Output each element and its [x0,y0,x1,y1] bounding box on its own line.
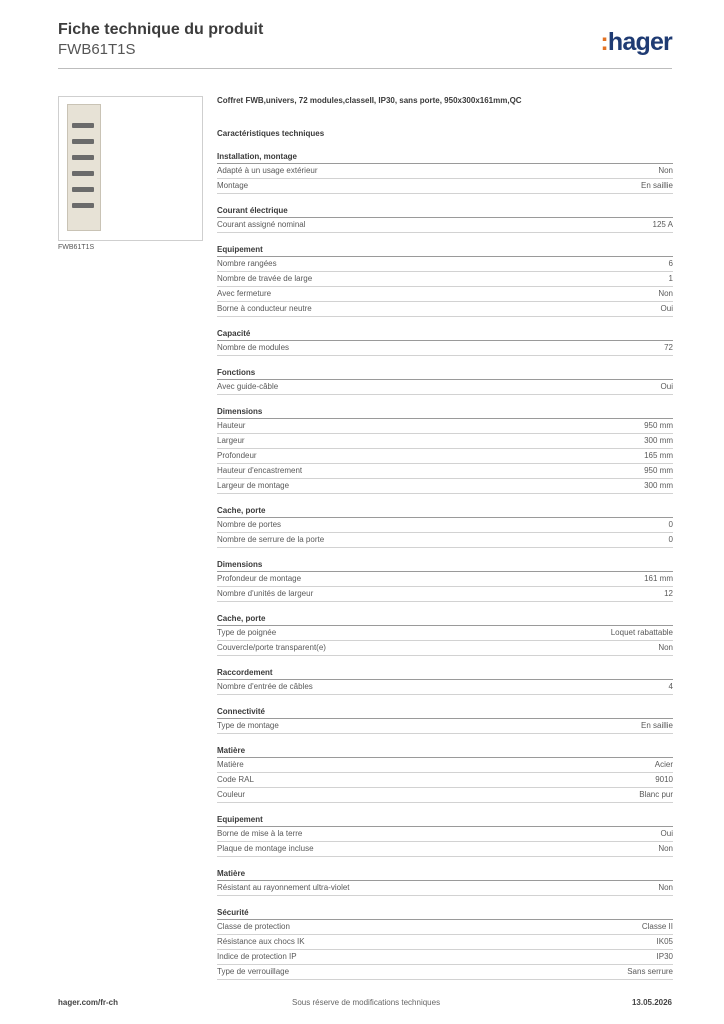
spec-section [217,243,673,317]
spec-value: 1 [668,274,673,283]
spec-section [217,906,673,980]
spec-label: Couleur [217,790,246,799]
spec-row [217,587,673,602]
spec-value: Acier [654,760,673,769]
section-title: Dimensions [217,558,673,572]
spec-value: Non [658,883,673,892]
spec-section [217,150,673,194]
spec-value: Non [658,289,673,298]
spec-row [217,419,673,434]
spec-row [217,920,673,935]
spec-value: Blanc pur [639,790,673,799]
spec-row [217,464,673,479]
spec-label: Nombre de serrure de la porte [217,535,325,544]
section-title: Sécurité [217,906,673,920]
header-divider [58,68,672,69]
spec-row [217,572,673,587]
spec-value: Non [658,166,673,175]
spec-section [217,366,673,395]
spec-label: Largeur [217,436,245,445]
spec-section [217,813,673,857]
spec-label: Borne de mise à la terre [217,829,303,838]
section-title: Matière [217,867,673,881]
spec-label: Classe de protection [217,922,290,931]
spec-value: 161 mm [644,574,673,583]
spec-label: Nombre de travée de large [217,274,313,283]
spec-label: Type de poignée [217,628,277,637]
spec-row [217,287,673,302]
section-title: Raccordement [217,666,673,680]
spec-value: 72 [664,343,673,352]
spec-label: Hauteur d'encastrement [217,466,303,475]
spec-label: Courant assigné nominal [217,220,306,229]
spec-row [217,434,673,449]
spec-value: Oui [660,829,673,838]
spec-value: En saillie [640,721,673,730]
enclosure-illustration [67,104,101,231]
spec-label: Hauteur [217,421,246,430]
spec-label: Nombre de portes [217,520,282,529]
product-reference: FWB61T1S [58,41,136,58]
spec-value: 300 mm [644,481,673,490]
spec-value: 9010 [655,775,673,784]
rail-slot [72,171,94,176]
hager-logo: :hager [600,28,672,56]
spec-row [217,719,673,734]
rail-slot [72,123,94,128]
spec-label: Type de verrouillage [217,967,290,976]
spec-row [217,773,673,788]
spec-row [217,641,673,656]
spec-label: Résistance aux chocs IK [217,937,305,946]
spec-label: Borne à conducteur neutre [217,304,312,313]
spec-value: 300 mm [644,436,673,445]
section-title: Cache, porte [217,504,673,518]
product-description: Coffret FWB,univers, 72 modules,classeII, IP30, sans porte, 950x300x161mm,QC [217,96,522,105]
logo-text: hager [607,28,672,56]
spec-row [217,965,673,980]
spec-section [217,666,673,695]
footer-website: hager.com/fr-ch [58,998,119,1007]
product-details [217,96,673,990]
spec-value: IK05 [656,937,673,946]
section-title: Cache, porte [217,612,673,626]
section-title: Matière [217,744,673,758]
spec-value: 6 [668,259,673,268]
spec-row [217,179,673,194]
spec-value: 950 mm [644,421,673,430]
spec-row [217,533,673,548]
product-image [58,96,203,241]
spec-section [217,504,673,548]
spec-label: Avec fermeture [217,289,272,298]
spec-label: Nombre rangées [217,259,277,268]
spec-section [217,558,673,602]
spec-value: Non [658,643,673,652]
spec-label: Profondeur [217,451,257,460]
spec-value: 125 A [652,220,673,229]
spec-row [217,257,673,272]
footer-notice: Sous réserve de modifications techniques [292,998,441,1007]
spec-row [217,680,673,695]
spec-row [217,881,673,896]
spec-section [217,867,673,896]
rail-slot [72,187,94,192]
spec-label: Largeur de montage [217,481,290,490]
spec-value: Non [658,844,673,853]
spec-section [217,705,673,734]
spec-label: Code RAL [217,775,254,784]
spec-sections [217,150,673,980]
section-title: Capacité [217,327,673,341]
spec-section [217,405,673,494]
spec-value: 4 [668,682,673,691]
spec-section [217,612,673,656]
spec-row [217,218,673,233]
spec-row [217,272,673,287]
spec-label: Résistant au rayonnement ultra-violet [217,883,350,892]
section-title: Equipement [217,813,673,827]
spec-row [217,341,673,356]
spec-label: Nombre d'entrée de câbles [217,682,313,691]
rail-slot [72,203,94,208]
spec-row [217,788,673,803]
spec-value: Oui [660,304,673,313]
spec-label: Profondeur de montage [217,574,302,583]
spec-label: Adapté à un usage extérieur [217,166,318,175]
spec-section [217,204,673,233]
spec-label: Montage [217,181,249,190]
spec-label: Matière [217,760,244,769]
spec-label: Avec guide-câble [217,382,279,391]
spec-row [217,827,673,842]
rail-slot [72,139,94,144]
section-title: Equipement [217,243,673,257]
footer-date: 13.05.2026 [631,998,672,1007]
spec-row [217,758,673,773]
spec-value: 12 [664,589,673,598]
spec-value: Loquet rabattable [610,628,673,637]
image-caption: FWB61T1S [58,244,95,251]
spec-value: 0 [668,520,673,529]
spec-section [217,327,673,356]
spec-row [217,302,673,317]
spec-row [217,626,673,641]
spec-value: Oui [660,382,673,391]
spec-row [217,518,673,533]
section-title: Courant électrique [217,204,673,218]
spec-value: 950 mm [644,466,673,475]
spec-row [217,950,673,965]
spec-label: Plaque de montage incluse [217,844,314,853]
spec-label: Couvercle/porte transparent(e) [217,643,326,652]
spec-value: IP30 [656,952,673,961]
section-title: Installation, montage [217,150,673,164]
rail-slot [72,155,94,160]
spec-label: Type de montage [217,721,279,730]
section-title: Fonctions [217,366,673,380]
spec-row [217,449,673,464]
spec-row [217,164,673,179]
spec-label: Nombre d'unités de largeur [217,589,314,598]
spec-row [217,935,673,950]
technical-characteristics-title: Caractéristiques techniques [217,129,325,138]
spec-label: Nombre de modules [217,343,290,352]
section-title: Connectivité [217,705,673,719]
page-title: Fiche technique du produit [58,21,264,38]
spec-row [217,380,673,395]
spec-value: En saillie [640,181,673,190]
spec-row [217,842,673,857]
spec-section [217,744,673,803]
spec-row [217,479,673,494]
spec-value: Classe II [641,922,673,931]
spec-label: Indice de protection IP [217,952,297,961]
document-header [58,20,263,60]
section-title: Dimensions [217,405,673,419]
spec-value: 0 [668,535,673,544]
spec-value: 165 mm [644,451,673,460]
spec-value: Sans serrure [627,967,673,976]
